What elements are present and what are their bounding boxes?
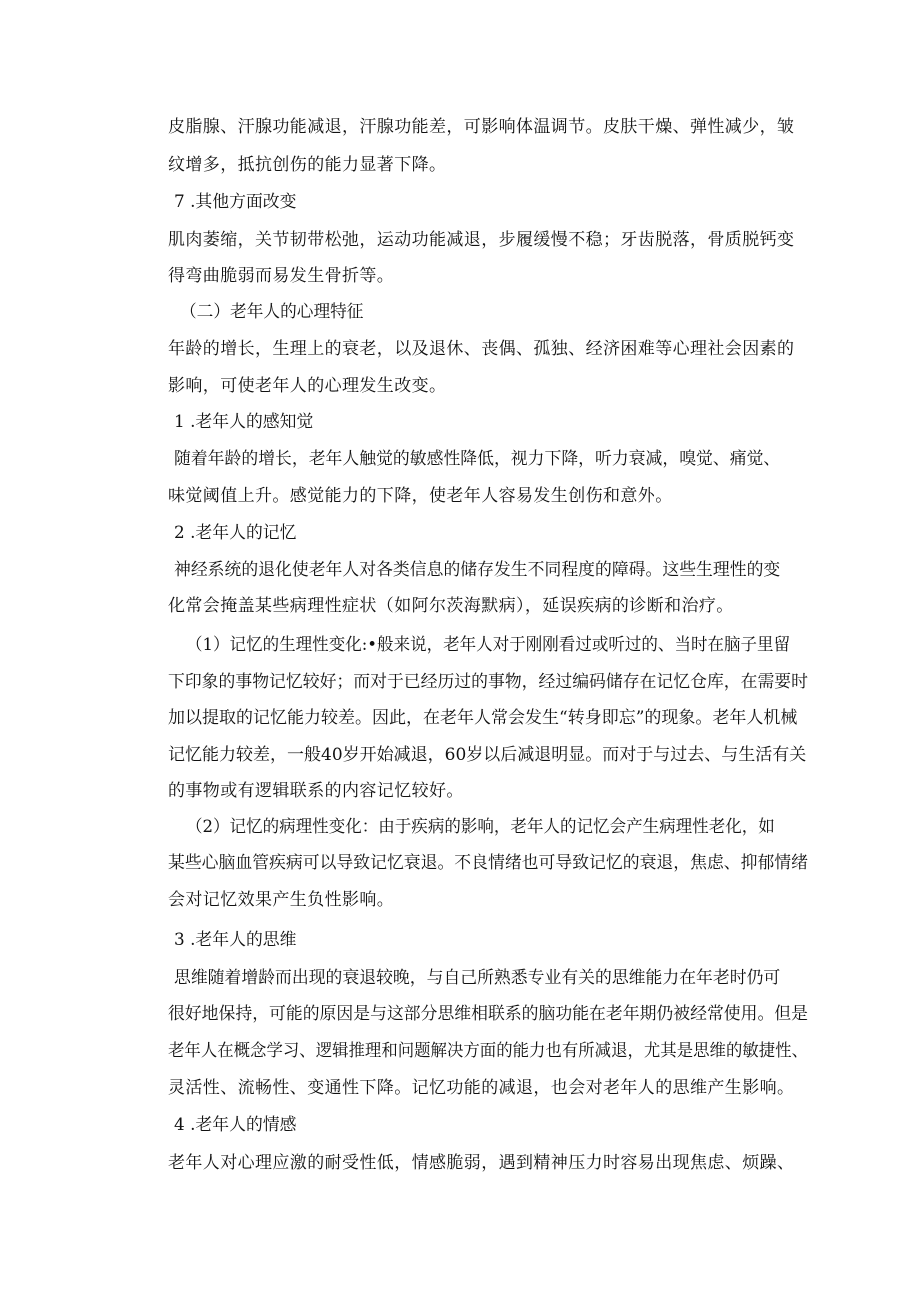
body-text-line: 很好地保持，可能的原因是与这部分思维相联系的脑功能在老年期仍被经常使用。但是: [168, 1004, 808, 1024]
body-text-line: 的事物或有逻辑联系的内容记忆较好。: [168, 781, 464, 801]
body-text-line: 随着年龄的增长，老年人触觉的敏感性降低，视力下降，听力衰减，嗅觉、痛觉、: [174, 449, 781, 469]
section-heading: 4 .老年人的情感: [174, 1115, 297, 1135]
body-text-line: 得弯曲脆弱而易发生骨折等。: [168, 266, 395, 286]
section-heading: 3 .老年人的思维: [174, 930, 297, 950]
body-text-line: 肌肉萎缩，关节韧带松弛，运动功能减退，步履缓慢不稳；牙齿脱落，骨质脱钙变: [168, 230, 795, 250]
body-text-line: 化常会掩盖某些病理性症状（如阿尔茨海默病），延误疾病的诊断和治疗。: [168, 596, 734, 616]
section-heading: 2 .老年人的记忆: [174, 523, 297, 543]
body-text-line: 会对记忆效果产生负性影响。: [168, 890, 395, 910]
body-text-line: 思维随着增龄而出现的衰退较晚，与自己所熟悉专业有关的思维能力在年老时仍可: [174, 968, 781, 988]
body-text-line: 加以提取的记忆能力较差。因此，在老年人常会发生“转身即忘”的现象。老年人机械: [168, 708, 798, 728]
section-heading: 1 .老年人的感知觉: [174, 412, 314, 432]
body-text-line: 记忆能力较差，一般40岁开始减退，60岁以后减退明显。而对于与过去、与生活有关: [168, 745, 807, 765]
body-text-line: 某些心脑血管疾病可以导致记忆衰退。不良情绪也可导致记忆的衰退，焦虑、抑郁情绪: [168, 853, 808, 873]
body-text-line: 灵活性、流畅性、变通性下降。记忆功能的减退，也会对老年人的思维产生影响。: [168, 1078, 795, 1098]
section-heading: （二）老年人的心理特征: [180, 302, 364, 322]
body-text-line: 味觉阈值上升。感觉能力的下降，使老年人容易发生创伤和意外。: [168, 486, 673, 506]
body-text-line: 皮脂腺、汗腺功能减退，汗腺功能差，可影响体温调节。皮肤干燥、弹性减少，皱: [168, 117, 795, 137]
body-text-line: 下印象的事物记忆较好；而对于已经历过的事物，经过编码储存在记忆仓库，在需要时: [168, 672, 808, 692]
section-heading: 7 .其他方面改变: [174, 192, 297, 212]
body-text-line: 影响，可使老年人的心理发生改变。: [168, 376, 447, 396]
body-text-line: 老年人在概念学习、逻辑推理和问题解决方面的能力也有所减退，尤其是思维的敏捷性、: [168, 1041, 808, 1061]
body-text-line: （1）记忆的生理性变化:•般来说，老年人对于刚刚看过或听过的、当时在脑子里留: [186, 635, 791, 655]
body-text-line: 年龄的增长，生理上的衰老，以及退休、丧偶、孤独、经济困难等心理社会因素的: [168, 339, 795, 359]
body-text-line: （2）记忆的病理性变化：由于疾病的影响，老年人的记忆会产生病理性老化，如: [186, 817, 775, 837]
body-text-line: 纹增多，抵抗创伤的能力显著下降。: [168, 155, 447, 175]
body-text-line: 神经系统的退化使老年人对各类信息的储存发生不同程度的障碍。这些生理性的变: [174, 560, 781, 580]
body-text-line: 老年人对心理应激的耐受性低，情感脆弱，遇到精神压力时容易出现焦虑、烦躁、: [168, 1153, 795, 1173]
